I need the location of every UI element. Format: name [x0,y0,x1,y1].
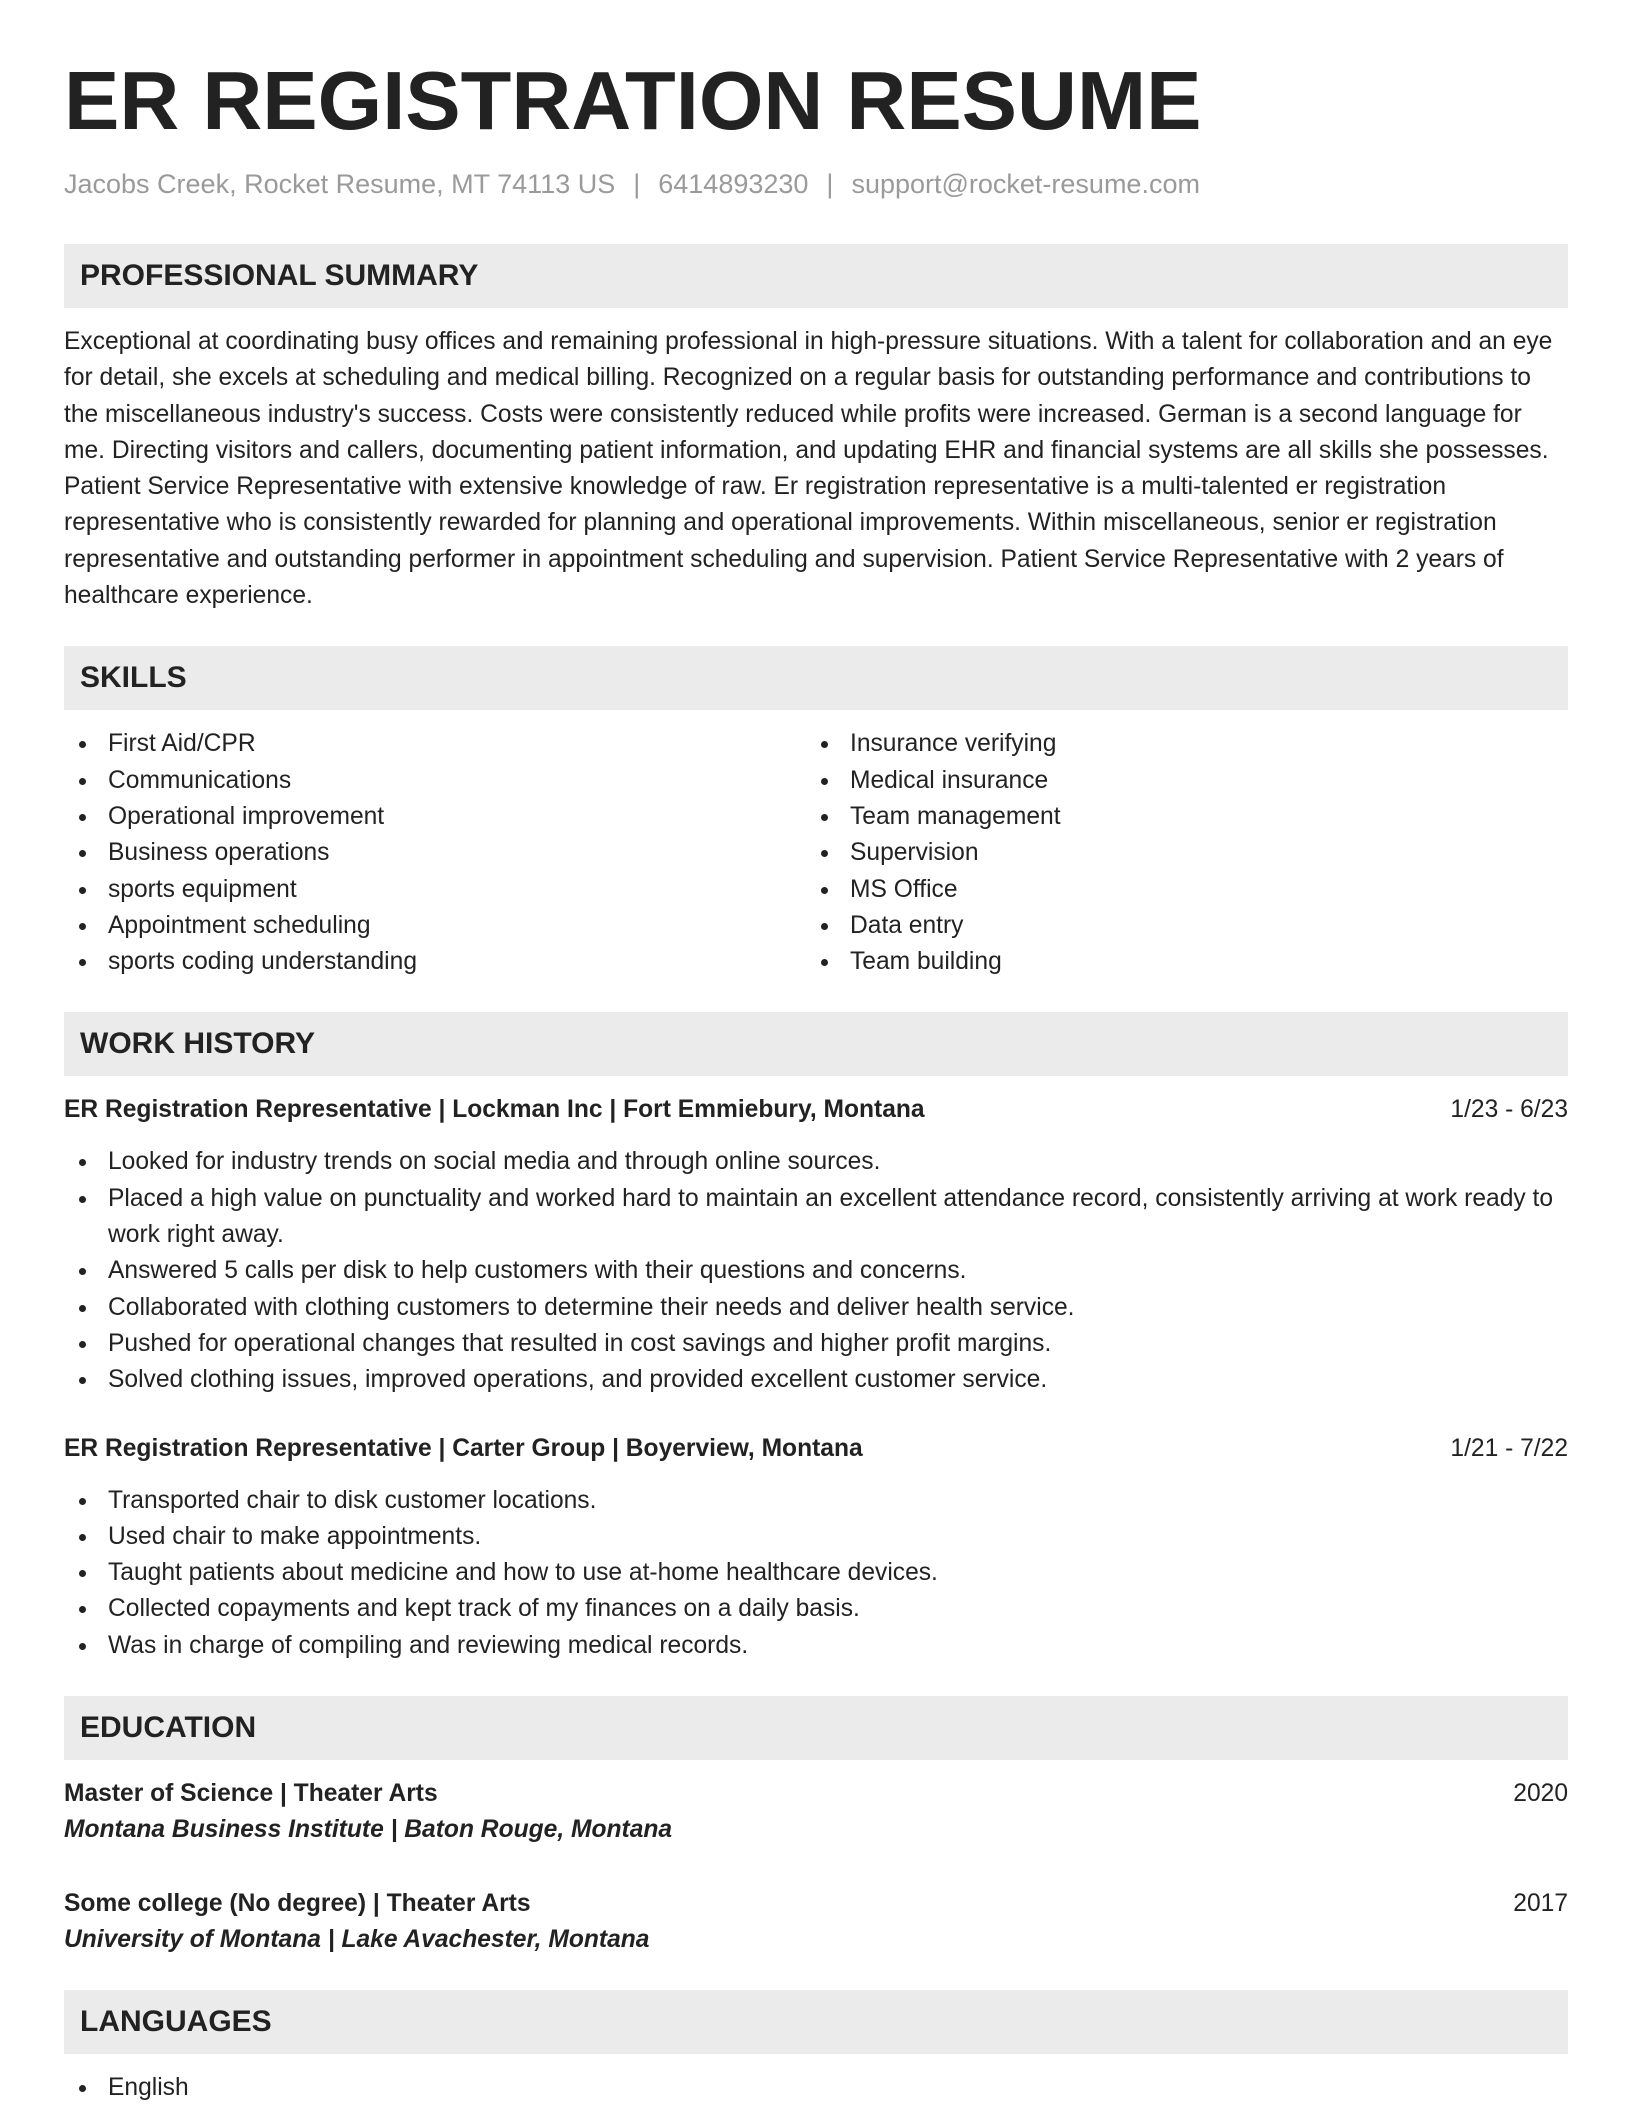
education-entry [64,1776,1568,1848]
education-school: Montana Business Institute | Baton Rouge, Montana [64,1816,673,1844]
resume-title: ER REGISTRATION RESUME [64,54,1202,147]
job-dates: 1/21 - 7/22 [1450,1434,1568,1462]
contact-address: Jacobs Creek, Rocket Resume, MT 74113 US [64,169,616,199]
job-bullet: Used chair to make appointments. [64,1519,1568,1555]
contact-phone: 6414893230 [658,169,809,199]
job-entry [64,1431,1568,1664]
job-bullet: Placed a high value on punctuality and worked hard to maintain an excellent attendance record, consistently arriving at work ready to work right away. [64,1181,1568,1254]
job-header [64,1092,1568,1128]
job-bullets [64,1483,1568,1664]
contact-separator: | [633,169,641,199]
job-bullets [64,1144,1568,1398]
education-year: 2017 [1513,1890,1568,1918]
education-degree: Some college (No degree) | Theater Arts [64,1890,531,1918]
skills-list [64,726,1568,980]
section-heading-summary: PROFESSIONAL SUMMARY [64,244,1568,308]
job-bullet: Solved clothing issues, improved operations, and provided excellent customer service. [64,1362,1568,1398]
education-year: 2020 [1513,1780,1568,1808]
job-title: ER Registration Representative | Carter Group | Boyerview, Montana [64,1434,863,1462]
resume-page [64,0,1568,2106]
education-header [64,1776,1568,1812]
job-bullet: Transported chair to disk customer locations. [64,1483,1568,1519]
skills-column-right [806,726,1548,980]
skill-item: Team management [806,799,1548,835]
skill-item: First Aid/CPR [64,726,806,762]
section-heading-work-history: WORK HISTORY [64,1012,1568,1076]
skill-item: Medical insurance [806,763,1548,799]
section-heading-languages: LANGUAGES [64,1990,1568,2054]
job-entry [64,1092,1568,1398]
skill-item: sports equipment [64,872,806,908]
education-header [64,1886,1568,1922]
job-dates: 1/23 - 6/23 [1450,1096,1568,1124]
languages-list [64,2070,1568,2106]
job-title: ER Registration Representative | Lockman Inc | Fort Emmiebury, Montana [64,1096,925,1124]
job-header [64,1431,1568,1467]
language-item: English [64,2070,1568,2106]
job-bullet: Collected copayments and kept track of my finances on a daily basis. [64,1591,1568,1627]
job-bullet: Pushed for operational changes that resulted in cost savings and higher profit margins. [64,1326,1568,1362]
summary-text: Exceptional at coordinating busy offices and remaining professional in high-pressure situations. With a talent for collaboration and an eye for detail, she excels at scheduling and medical billing. Recognized on a regular basis for outstanding performance and contributions to the miscellaneous industry's success. Costs were consistently reduced while profits were increased. German is a second language for me. Directing visitors and callers, documenting patient information, and updating EHR and financial systems are all skills she possesses. Patient Service Representative with extensive knowledge of raw. Er registration representative is a multi-talented er registration representative who is consistently rewarded for planning and operational improvements. Within miscellaneous, senior er registration representative and outstanding performer in appointment scheduling and supervision. Patient Service Representative with 2 years of healthcare experience. [64,328,1553,610]
job-bullet: Taught patients about medicine and how to use at-home healthcare devices. [64,1555,1568,1591]
skill-item: Data entry [806,908,1548,944]
contact-line [64,164,1568,204]
contact-separator: | [826,169,834,199]
job-bullet: Looked for industry trends on social media and through online sources. [64,1144,1568,1180]
skills-column-left [64,726,806,980]
contact-email[interactable]: support@rocket-resume.com [851,169,1200,199]
skill-item: Team building [806,944,1548,980]
skill-item: Supervision [806,835,1548,871]
job-bullet: Collaborated with clothing customers to determine their needs and deliver health service. [64,1290,1568,1326]
education-degree: Master of Science | Theater Arts [64,1780,438,1808]
section-heading-education: EDUCATION [64,1696,1568,1760]
education-entry [64,1886,1568,1958]
skill-item: Business operations [64,835,806,871]
job-bullet: Answered 5 calls per disk to help customers with their questions and concerns. [64,1253,1568,1289]
education-school: University of Montana | Lake Avachester, Montana [64,1926,650,1954]
skill-item: Operational improvement [64,799,806,835]
skill-item: Appointment scheduling [64,908,806,944]
job-bullet: Was in charge of compiling and reviewing medical records. [64,1628,1568,1664]
skill-item: Insurance verifying [806,726,1548,762]
skill-item: sports coding understanding [64,944,806,980]
skill-item: MS Office [806,872,1548,908]
skill-item: Communications [64,763,806,799]
section-heading-skills: SKILLS [64,646,1568,710]
